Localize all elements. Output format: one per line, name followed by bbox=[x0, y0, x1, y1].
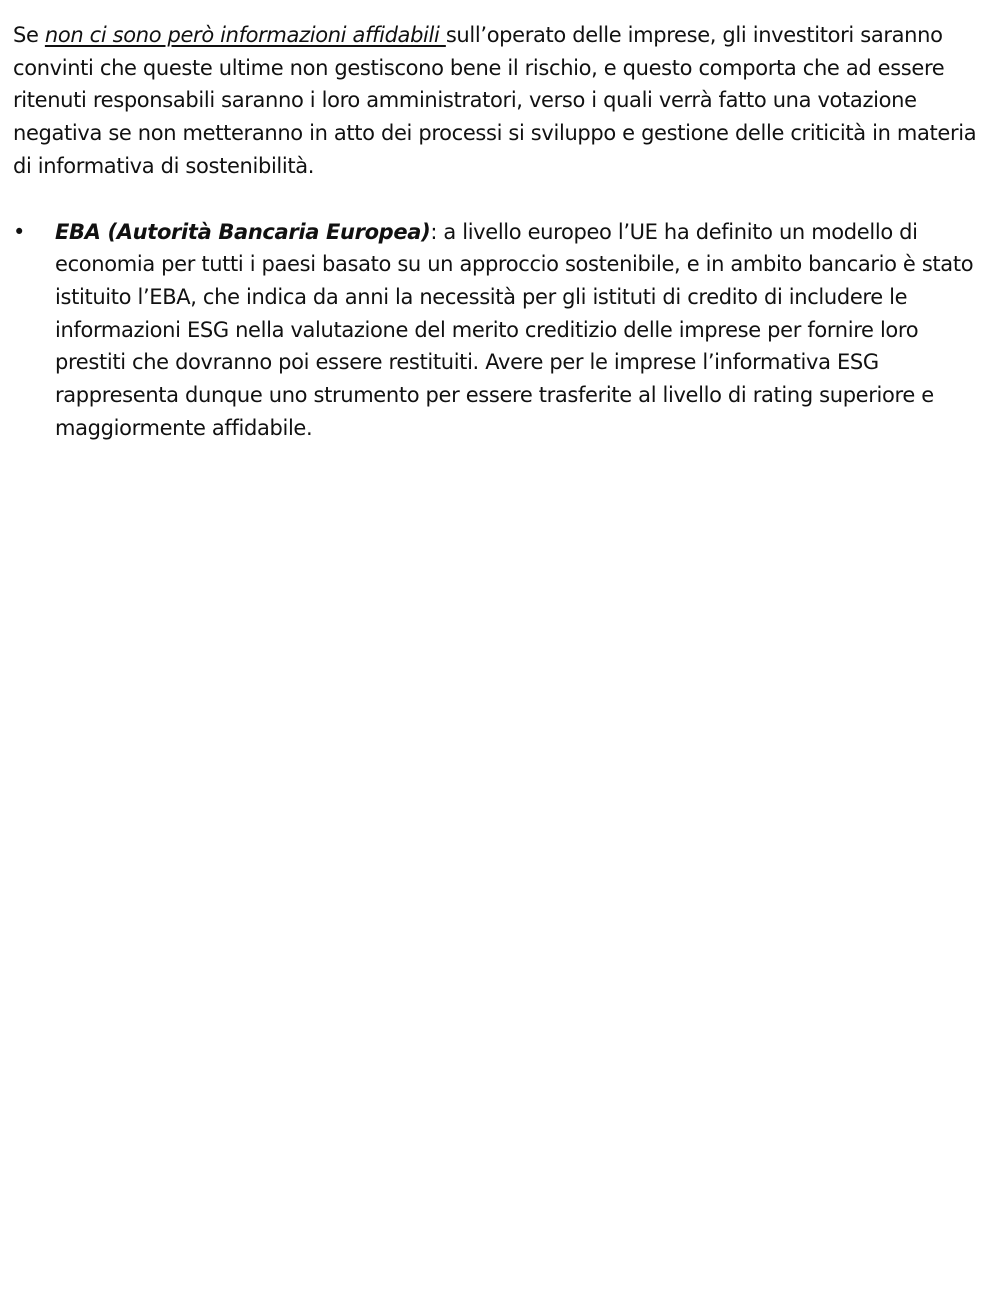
bullet-list bbox=[13, 216, 988, 445]
list-item-text: : a livello europeo l’UE ha definito un modello di economia per tutti i paesi basato su un approccio sostenibile, e in ambito bancario è stato istituito l’EBA, che indica da anni la necessità per gli istituti di credito di includere le informazioni ESG nella valutazione del merito creditizio delle imprese per fornire loro prestiti che dovranno poi essere restituiti. Avere per le imprese l’informativa ESG rappresenta dunque uno strumento per essere trasferite al livello di rating superiore e maggiormente affidabile. bbox=[55, 219, 974, 440]
body-paragraph bbox=[13, 19, 988, 183]
paragraph-lead-text: Se bbox=[13, 23, 45, 47]
document-page bbox=[13, 19, 988, 444]
list-item-eba bbox=[13, 216, 988, 445]
emphasized-phrase: non ci sono però informazioni affidabili bbox=[44, 23, 446, 47]
bullet-icon: • bbox=[13, 219, 26, 244]
paragraph-body-text: sull’operato delle imprese, gli investitori saranno convinti che queste ultime non gestiscono bene il rischio, e questo comporta che ad essere ritenuti responsabili saranno i loro amministratori, verso i quali verrà fatto una votazione negativa se non metteranno in atto dei processi si sviluppo e gestione delle criticità in materia di informativa di sostenibilità. bbox=[13, 23, 977, 178]
term-eba: EBA (Autorità Bancaria Europea) bbox=[55, 219, 431, 244]
